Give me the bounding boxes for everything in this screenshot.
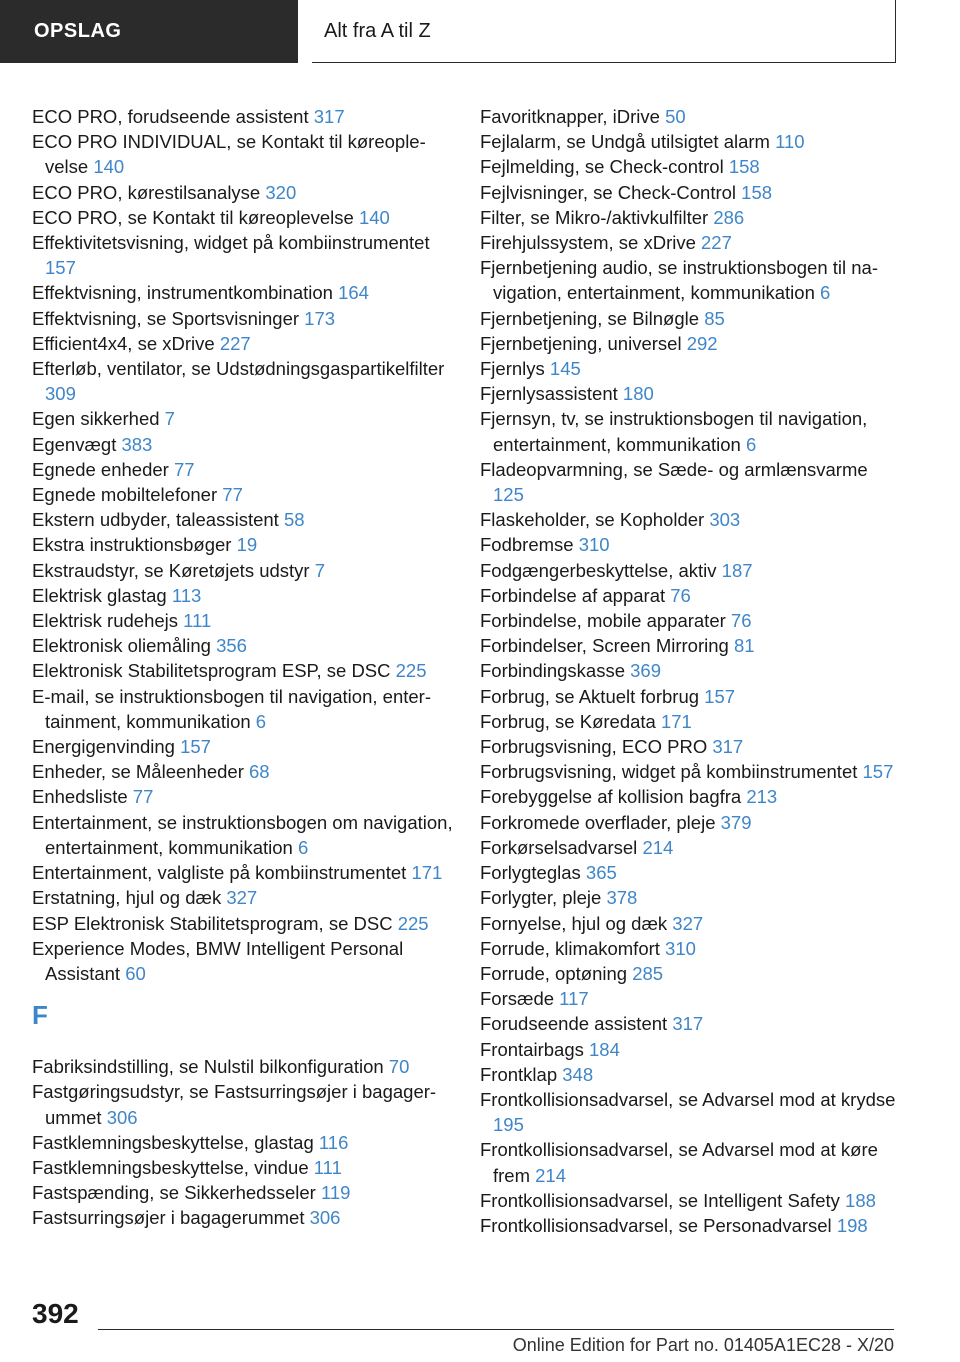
index-entry [32, 1130, 457, 1155]
index-entry [480, 205, 900, 230]
page-reference-link[interactable]: 187 [721, 559, 753, 581]
page-reference-link[interactable]: 157 [45, 257, 76, 279]
index-entry [480, 583, 900, 608]
index-entry-text: Efficient4x4, se xDrive [32, 332, 220, 354]
page-reference-link[interactable]: 317 [712, 736, 744, 758]
index-entry-text: Forbrug, se Køredata [480, 710, 661, 732]
page-reference-link[interactable]: 113 [171, 584, 202, 606]
page-reference-link[interactable]: 292 [686, 332, 718, 354]
index-entry-text: Firehjulssystem, se xDrive [480, 232, 702, 254]
index-entry [32, 129, 457, 179]
index-entry-text: Fastsurringsøjer i bagagerummet [32, 1207, 310, 1229]
index-entry [480, 961, 900, 986]
page-reference-link[interactable]: 180 [622, 383, 654, 405]
index-entry [32, 608, 457, 633]
page-reference-link[interactable]: 140 [358, 206, 390, 228]
page-reference-link[interactable]: 195 [493, 1114, 524, 1136]
index-entry [32, 1205, 457, 1230]
index-entry-text: Elektrisk rudehejs [32, 610, 184, 632]
index-entry [32, 306, 457, 331]
index-entry-text: Efterløb, ventilator, se Udstødningsgaspartikelfilter [32, 358, 445, 380]
index-entry [480, 658, 900, 683]
index-entry [32, 860, 457, 885]
page-reference-link[interactable]: 77 [222, 484, 243, 506]
index-entry [32, 507, 457, 532]
index-entry [32, 1155, 457, 1180]
index-entry [480, 784, 900, 809]
page-header-title [312, 0, 896, 63]
index-entry [480, 1213, 900, 1238]
index-entry-text: Egenvægt [32, 433, 122, 455]
page-reference-link[interactable]: 6 [745, 433, 757, 455]
index-entry-text: Fabriksindstilling, se Nulstil bilkonfiguration [32, 1056, 389, 1078]
index-entry-text: Forbindelse af apparat [480, 584, 671, 606]
index-entry [480, 633, 900, 658]
index-entry-text: Forbrug, se Aktuelt forbrug [480, 685, 705, 707]
page-reference-link[interactable]: 227 [701, 232, 732, 254]
index-column-right [480, 104, 900, 1238]
index-entry-text: Effektivitetsvisning, widget på kombiinstrumentet [32, 232, 430, 254]
index-entry [480, 255, 900, 305]
page-reference-link[interactable]: 320 [265, 181, 297, 203]
index-entry [32, 356, 457, 406]
page-reference-link[interactable]: 50 [665, 106, 686, 127]
index-entry [32, 558, 457, 583]
index-column-left [32, 104, 457, 1231]
index-entry-text: Frontkollisionsadvarsel, se Personadvarsel [480, 1214, 837, 1236]
index-entry [32, 532, 457, 557]
index-entry [32, 583, 457, 608]
index-entry [32, 684, 457, 734]
index-entry-text: Forlygter, pleje [480, 887, 607, 909]
index-entry-text: Forrude, klimakomfort [480, 937, 666, 959]
index-entry-text: E-mail, se instruktionsbogen til navigation, entertainment, kommunikation [32, 685, 431, 732]
index-entry [480, 129, 900, 154]
index-entry-text: Forbindingskasse [480, 660, 631, 682]
index-entry-text: Frontkollisionsadvarsel, se Advarsel mod at krydse [480, 1088, 896, 1110]
page-reference-link[interactable]: 77 [173, 458, 195, 480]
page-reference-link[interactable]: 158 [728, 156, 760, 178]
index-entry [480, 1188, 900, 1213]
index-entry [32, 230, 457, 280]
index-entry-text: Fjernlys [480, 358, 550, 380]
index-entry-text: Fejlvisninger, se Check-Control [480, 181, 742, 203]
index-entry [32, 482, 457, 507]
index-entry-text: Fejlmelding, se Check-control [480, 156, 729, 178]
index-entry-text: Fodgængerbeskyttelse, aktiv [480, 559, 722, 581]
page-reference-link[interactable]: 117 [559, 988, 589, 1010]
index-entry [32, 1054, 457, 1079]
index-entry-text: Forbrugsvisning, ECO PRO [480, 736, 713, 758]
index-entry [32, 633, 457, 658]
index-entry-text: Entertainment, se instruktionsbogen om navigation, entertainment, kommunikation [32, 811, 453, 858]
section-tab[interactable] [0, 0, 298, 63]
index-entry [480, 885, 900, 910]
page-reference-link[interactable]: 158 [741, 181, 773, 203]
page-reference-link[interactable]: 214 [535, 1164, 567, 1186]
index-entry [32, 1079, 457, 1129]
page-reference-link[interactable]: 356 [216, 635, 247, 657]
index-entry [480, 356, 900, 381]
page-reference-link[interactable]: 68 [249, 761, 270, 783]
index-entry [480, 734, 900, 759]
index-entry-text: Egnede mobiltelefoner [32, 484, 223, 506]
index-entry-text: Elektronisk oliemåling [32, 635, 217, 657]
index-entry [32, 911, 457, 936]
index-entry [480, 558, 900, 583]
page-reference-link[interactable]: 119 [320, 1182, 351, 1204]
index-entry [480, 230, 900, 255]
index-entry-text: Ekstern udbyder, taleassistent [32, 509, 284, 531]
page-reference-link[interactable]: 77 [132, 786, 154, 808]
index-entry [480, 936, 900, 961]
index-entry-text: Entertainment, valgliste på kombiinstrumentet [32, 862, 412, 884]
index-entry [32, 734, 457, 759]
index-entry-text: Fejlalarm, se Undgå utilsigtet alarm [480, 131, 776, 153]
index-entry-text: Fladeopvarmning, se Sæde- og armlænsvarme [480, 458, 868, 480]
index-entry [480, 306, 900, 331]
section-label: OPSLAG [34, 20, 122, 42]
index-entry [32, 432, 457, 457]
page-reference-link[interactable]: 378 [606, 887, 638, 909]
index-entry [480, 986, 900, 1011]
page-reference-link[interactable]: 173 [304, 307, 336, 329]
page-reference-link[interactable]: 164 [338, 282, 369, 304]
page-reference-link[interactable]: 70 [388, 1056, 410, 1078]
footer-divider [98, 1329, 894, 1330]
page-reference-link[interactable]: 310 [578, 534, 610, 556]
index-entry-text: Experience Modes, BMW Intelligent Personal Assistant [32, 937, 404, 984]
index-entry-text: Fastgøringsudstyr, se Fastsurringsøjer i bagagerummet [32, 1081, 437, 1128]
index-entry-text: Frontkollisionsadvarsel, se Advarsel mod at køre frem [480, 1139, 878, 1186]
page-reference-link[interactable]: 317 [313, 106, 345, 127]
index-entry-text: ECO PRO, kørestilsanalyse [32, 181, 266, 203]
index-entry [32, 658, 457, 683]
page-reference-link[interactable]: 157 [862, 761, 894, 783]
page-reference-link[interactable]: 285 [632, 962, 664, 984]
page-reference-link[interactable]: 19 [236, 534, 258, 556]
index-entry-text: Frontairbags [480, 1038, 589, 1060]
index-entry [32, 936, 457, 986]
index-entry [480, 154, 900, 179]
index-entry-text: Ekstraudstyr, se Køretøjets udstyr [32, 559, 315, 581]
page-reference-link[interactable]: 184 [589, 1038, 620, 1060]
index-entry [32, 406, 457, 431]
index-entry-text: Effektvisning, se Sportsvisninger [32, 307, 305, 329]
index-entry [32, 784, 457, 809]
index-entry [32, 810, 457, 860]
index-entry [32, 1180, 457, 1205]
index-entry-text: Forbindelser, Screen Mirroring [480, 635, 734, 657]
index-entry-text: Forkromede overflader, pleje [480, 811, 721, 833]
index-entry-text: Frontklap [480, 1063, 563, 1085]
index-entry-text: Forudseende assistent [480, 1013, 673, 1035]
page-reference-link[interactable]: 309 [45, 383, 76, 405]
index-entry-text: Fjernlysassistent [480, 383, 623, 405]
page-reference-link[interactable]: 310 [665, 937, 696, 959]
page-reference-link[interactable]: 7 [314, 559, 326, 581]
header-title-text: Alt fra A til Z [324, 19, 431, 42]
page-reference-link[interactable]: 227 [219, 332, 251, 354]
letter-heading: F [32, 1000, 48, 1031]
index-entry [32, 180, 457, 205]
page-reference-link[interactable]: 348 [562, 1063, 594, 1085]
page-reference-link[interactable]: 85 [704, 307, 725, 329]
page-reference-link[interactable]: 6 [297, 836, 309, 858]
index-entry-text: Filter, se Mikro-/aktivkulfilter [480, 206, 714, 228]
index-entry [480, 457, 900, 507]
index-entry [480, 1011, 900, 1036]
index-entry-text: Erstatning, hjul og dæk [32, 887, 227, 909]
page-reference-link[interactable]: 303 [709, 509, 741, 531]
index-entry [480, 1137, 900, 1187]
index-entry [32, 280, 457, 305]
index-entry [480, 104, 900, 129]
page-reference-link[interactable]: 171 [660, 710, 692, 732]
page-reference-link[interactable]: 6 [255, 710, 267, 732]
index-entry-text: Forsæde [480, 988, 560, 1010]
index-entry-text: Fjernbetjening audio, se instruktionsbogen til navigation, entertainment, kommunikation [480, 257, 879, 304]
page-reference-link[interactable]: 369 [630, 660, 662, 682]
index-entry-text: Fjernsyn, tv, se instruktionsbogen til navigation, entertainment, kommunikation [480, 408, 868, 455]
index-entry-text: Forbindelse, mobile apparater [480, 610, 731, 632]
index-entry-text: Frontkollisionsadvarsel, se Intelligent Safety [480, 1189, 846, 1211]
index-entry-text: ECO PRO INDIVIDUAL, se Kontakt til køreoplevelse [32, 131, 426, 178]
page-reference-link[interactable]: 306 [106, 1106, 138, 1128]
index-entry-text: Forbrugsvisning, widget på kombiinstrumentet [480, 761, 863, 783]
index-entry [480, 507, 900, 532]
index-entry-text: Enheder, se Måleenheder [32, 761, 250, 783]
index-entry-text: Fastklemningsbeskyttelse, vindue [32, 1156, 314, 1178]
index-entry [32, 331, 457, 356]
page-reference-link[interactable]: 379 [720, 811, 752, 833]
index-entry-text: Energigenvinding [32, 736, 181, 758]
index-entry-text: Forrude, optøning [480, 962, 633, 984]
page-reference-link[interactable]: 76 [670, 584, 691, 606]
index-entry-text: Fjernbetjening, se Bilnøgle [480, 307, 705, 329]
index-entry-text: Favoritknapper, iDrive [480, 106, 666, 127]
page-reference-link[interactable]: 125 [493, 484, 524, 506]
page-reference-link[interactable]: 7 [164, 408, 175, 430]
page-reference-link[interactable]: 188 [845, 1189, 876, 1211]
page-reference-link[interactable]: 365 [585, 862, 617, 884]
index-entry-text: Ekstra instruktionsbøger [32, 534, 237, 556]
index-entry [32, 759, 457, 784]
index-entry-text: Forkørselsadvarsel [480, 836, 643, 858]
page-reference-link[interactable]: 60 [125, 962, 146, 984]
index-entry [480, 331, 900, 356]
page-number: 392 [32, 1298, 79, 1329]
index-entry [480, 759, 900, 784]
page-reference-link[interactable]: 198 [836, 1214, 868, 1236]
page-reference-link[interactable]: 116 [318, 1131, 349, 1153]
page-reference-link[interactable]: 111 [313, 1156, 342, 1178]
index-entry-text: Egen sikkerhed [32, 408, 165, 430]
page-reference-link[interactable]: 76 [730, 610, 752, 632]
index-entry-text: Forlygteglas [480, 862, 586, 884]
page-reference-link[interactable]: 110 [775, 131, 805, 153]
index-entry-text: Flaskeholder, se Kopholder [480, 509, 710, 531]
page-reference-link[interactable]: 327 [226, 887, 258, 909]
index-entry-text: ECO PRO, forudseende assistent [32, 106, 314, 127]
index-entry-text: ESP Elektronisk Stabilitetsprogram, se DSC [32, 912, 398, 934]
page-reference-link[interactable]: 157 [704, 685, 736, 707]
index-entry [32, 104, 457, 129]
index-entry [480, 532, 900, 557]
index-entry-text: Fjernbetjening, universel [480, 332, 687, 354]
page-reference-link[interactable]: 111 [183, 610, 212, 632]
page-reference-link[interactable]: 157 [180, 736, 211, 758]
index-entry [480, 835, 900, 860]
index-entry-text: Fastklemningsbeskyttelse, glastag [32, 1131, 319, 1153]
page-reference-link[interactable]: 317 [672, 1013, 704, 1035]
page-reference-link[interactable]: 225 [395, 660, 427, 682]
index-entry-text: Elektrisk glastag [32, 584, 172, 606]
page-reference-link[interactable]: 213 [746, 786, 778, 808]
page-reference-link[interactable]: 171 [411, 862, 443, 884]
index-entry-text: Fodbremse [480, 534, 579, 556]
index-entry-text: Effektvisning, instrumentkombination [32, 282, 339, 304]
index-entry [480, 684, 900, 709]
index-entry [32, 457, 457, 482]
page-reference-link[interactable]: 81 [733, 635, 755, 657]
index-entry-text: ECO PRO, se Kontakt til køreoplevelse [32, 206, 359, 228]
index-entry [480, 1062, 900, 1087]
index-entry [480, 1037, 900, 1062]
footer-edition-text: Online Edition for Part no. 01405A1EC28 - X/20 [512, 1335, 894, 1355]
page-reference-link[interactable]: 145 [549, 358, 581, 380]
page-reference-link[interactable]: 225 [397, 912, 429, 934]
index-entry [480, 381, 900, 406]
index-list-f-continued [480, 104, 900, 1238]
page-reference-link[interactable]: 286 [713, 206, 745, 228]
index-entry [480, 860, 900, 885]
index-entry-text: Egnede enheder [32, 458, 174, 480]
index-entry [480, 709, 900, 734]
page-reference-link[interactable]: 306 [309, 1207, 341, 1229]
index-entry [480, 180, 900, 205]
index-entry [32, 205, 457, 230]
page-reference-link[interactable]: 327 [672, 912, 704, 934]
index-entry-text: Elektronisk Stabilitetsprogram ESP, se DSC [32, 660, 396, 682]
index-list-e [32, 104, 457, 986]
index-entry-text: Fastspænding, se Sikkerhedsseler [32, 1182, 321, 1204]
index-entry [480, 911, 900, 936]
page-reference-link[interactable]: 383 [121, 433, 153, 455]
page-reference-link[interactable]: 58 [283, 509, 305, 531]
index-entry [480, 1087, 900, 1137]
index-entry-text: Enhedsliste [32, 786, 133, 808]
index-entry [480, 608, 900, 633]
page-reference-link[interactable]: 6 [820, 282, 831, 304]
index-entry-text: Forebyggelse af kollision bagfra [480, 786, 747, 808]
page-reference-link[interactable]: 214 [642, 836, 674, 858]
index-entry [480, 406, 900, 456]
index-list-f [32, 1054, 457, 1230]
index-entry [32, 885, 457, 910]
page-reference-link[interactable]: 140 [93, 156, 125, 178]
index-entry-text: Fornyelse, hjul og dæk [480, 912, 673, 934]
index-entry [480, 810, 900, 835]
